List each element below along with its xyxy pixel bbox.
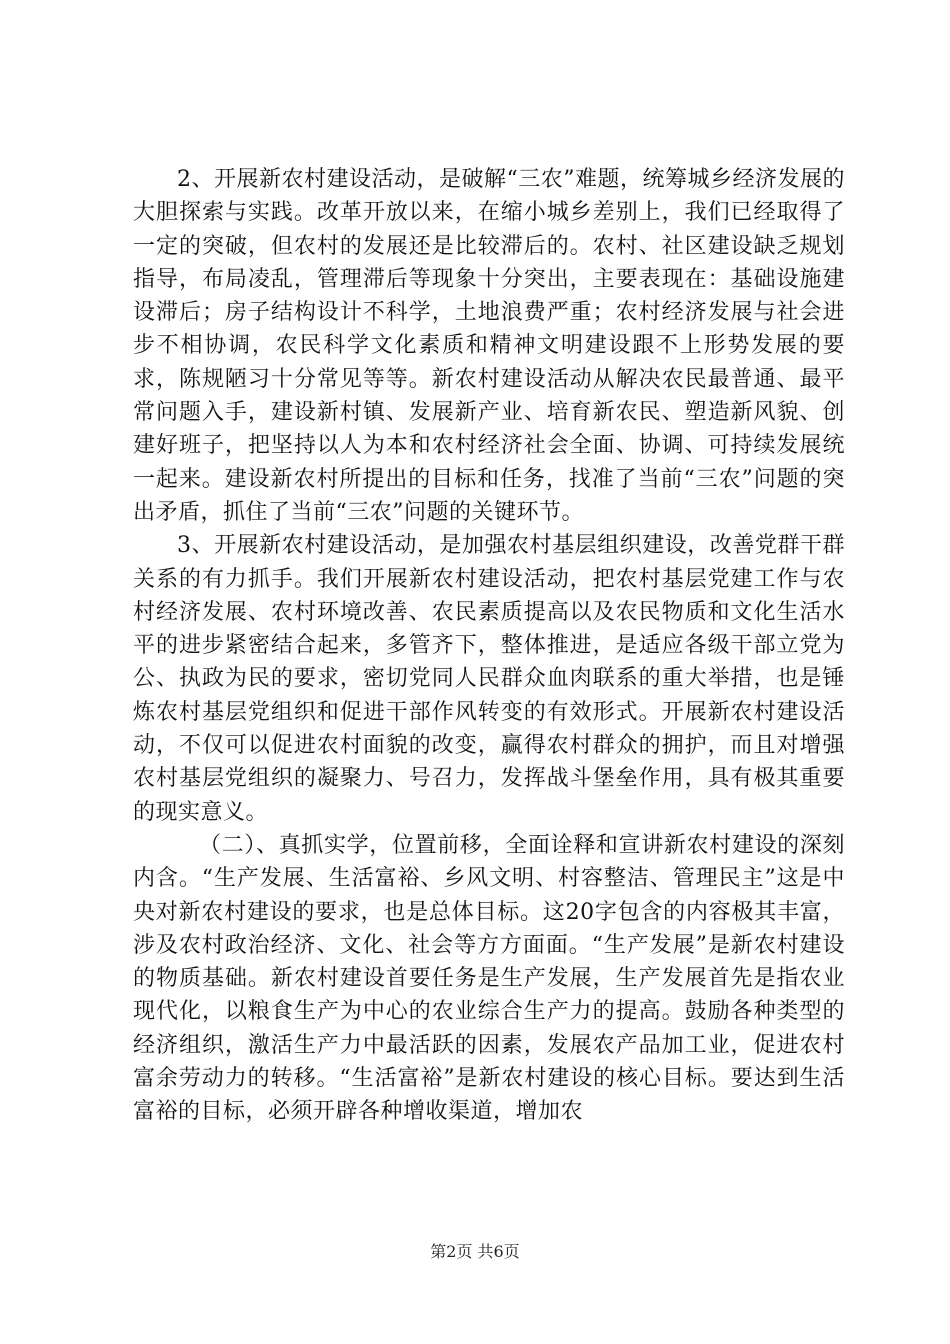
document-body [133, 163, 845, 1129]
paragraph-2: 2、开展新农村建设活动，是破解“三农”难题，统筹城乡经济发展的大胆探索与实践。改革开放以来，在缩小城乡差别上，我们已经取得了一定的突破，但农村的发展还是比较滞后的。农村、社区建设缺乏规划指导，布局凌乱，管理滞后等现象十分突出，主要表现在：基础设施建设滞后；房子结构设计不科学，土地浪费严重；农村经济发展与社会进步不相协调，农民科学文化素质和精神文明建设跟不上形势发展的要求，陈规陋习十分常见等等。新农村建设活动从解决农民最普通、最平常问题入手，建设新村镇、发展新产业、培育新农民、塑造新风貌、创建好班子，把坚持以人为本和农村经济社会全面、协调、可持续发展统一起来。建设新农村所提出的目标和任务，找准了当前“三农”问题的突出矛盾，抓住了当前“三农”问题的关键环节。 [133, 167, 845, 525]
page-number-footer: 第2页 共6页 [430, 1242, 520, 1261]
paragraph-3: 3、开展新农村建设活动，是加强农村基层组织建设，改善党群干群关系的有力抓手。我们开展新农村建设活动，把农村基层党建工作与农村经济发展、农村环境改善、农民素质提高以及农民物质和文化生活水平的进步紧密结合起来，多管齐下，整体推进，是适应各级干部立党为公、执政为民的要求，密切党同人民群众血肉联系的重大举措，也是锤炼农村基层党组织和促进干部作风转变的有效形式。开展新农村建设活动，不仅可以促进农村面貌的改变，赢得农村群众的拥护，而且对增强农村基层党组织的凝聚力、号召力，发挥战斗堡垒作用，具有极其重要的现实意义。 [133, 533, 845, 825]
paragraph-section-2: （二）、真抓实学，位置前移，全面诠释和宣讲新农村建设的深刻内含。“生产发展、生活富裕、乡风文明、村容整洁、管理民主”这是中央对新农村建设的要求，也是总体目标。这20字包含的内容极其丰富，涉及农村政治经济、文化、社会等方方面面。“生产发展”是新农村建设的物质基础。新农村建设首要任务是生产发展，生产发展首先是指农业现代化，以粮食生产为中心的农业综合生产力的提高。鼓励各种类型的经济组织，激活生产力中最活跃的因素，发展农产品加工业，促进农村富余劳动力的转移。“生活富裕”是新农村建设的核心目标。要达到生活富裕的目标，必须开辟各种增收渠道，增加农 [133, 832, 845, 1125]
